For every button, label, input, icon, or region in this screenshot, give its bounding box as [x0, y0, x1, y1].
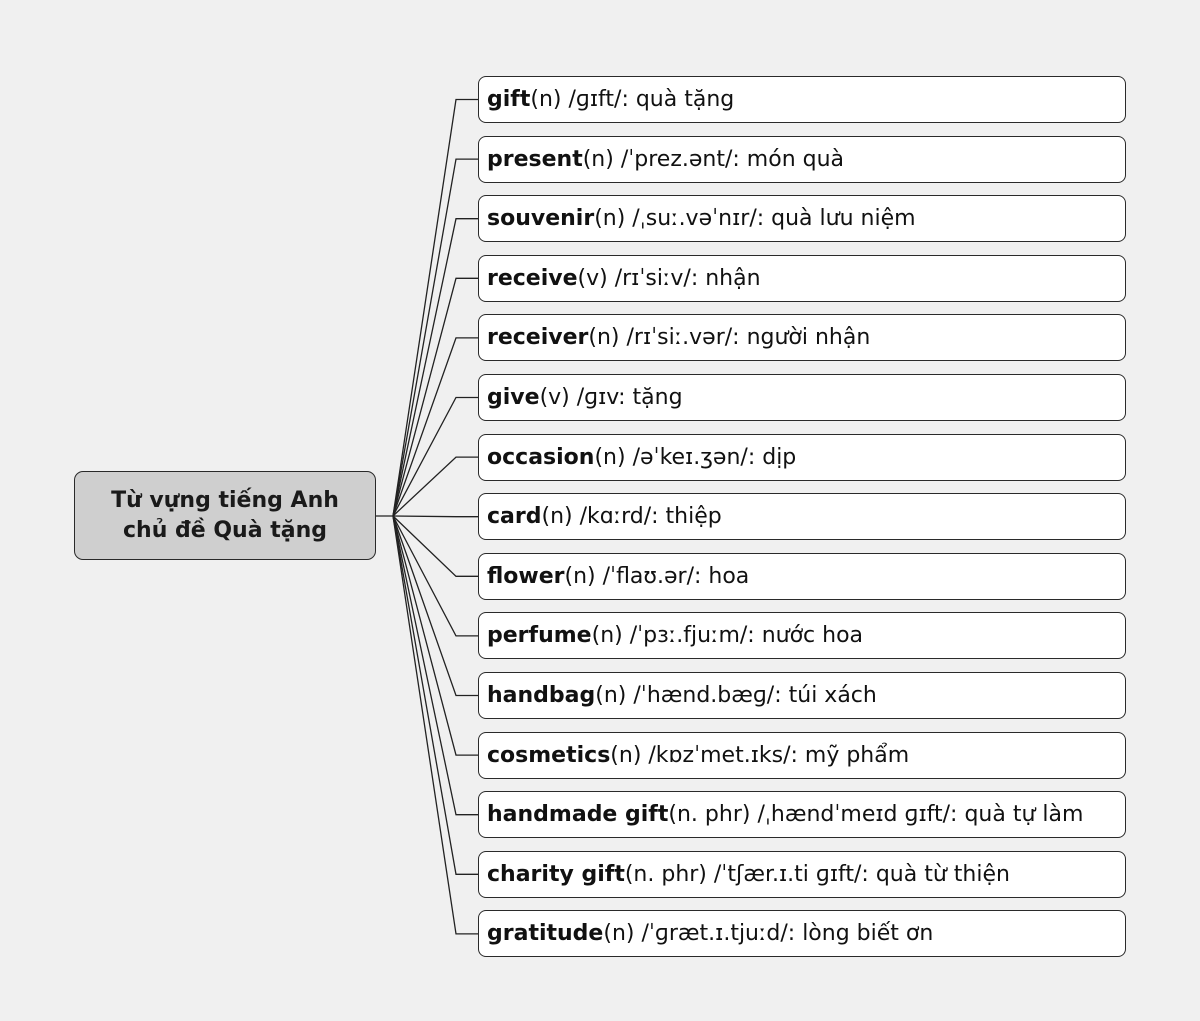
- vocab-word: flower: [487, 563, 565, 589]
- vocab-entry: [478, 255, 1126, 302]
- root-topic-node: [74, 471, 376, 560]
- vocab-entry: [478, 195, 1126, 242]
- vocab-entry: [478, 791, 1126, 838]
- vocab-entry: [478, 434, 1126, 481]
- connector-line: [393, 516, 478, 576]
- vocab-word: receive: [487, 265, 578, 291]
- vocab-word: present: [487, 146, 583, 172]
- vocab-entry: [478, 136, 1126, 183]
- vocab-word: handmade gift: [487, 802, 669, 828]
- vocab-definition: (n) /ˈpɜː.fjuːm/: nước hoa: [591, 623, 864, 649]
- vocab-definition: (n) /ˈflaʊ.ər/: hoa: [564, 563, 750, 589]
- vocab-word: gift: [487, 87, 531, 112]
- root-topic-line-2: chủ đề Quà tặng: [123, 517, 327, 543]
- vocab-definition: (n) /kɑːrd/: thiệp: [541, 504, 722, 530]
- vocab-word: charity gift: [487, 861, 625, 887]
- vocab-entry: [478, 732, 1126, 779]
- vocab-definition: (n) /kɒzˈmet.ɪks/: mỹ phẩm: [610, 742, 910, 768]
- vocab-definition: (v) /rɪˈsiːv/: nhận: [577, 265, 761, 291]
- vocab-definition: (n) /ˈhænd.bæɡ/: túi xách: [595, 683, 877, 708]
- vocab-word: give: [487, 385, 540, 410]
- vocab-word: receiver: [487, 325, 589, 351]
- vocab-definition: (n. phr) /ˌhændˈmeɪd ɡɪft/: quà tự làm: [668, 802, 1084, 828]
- vocab-definition: (n) /əˈkeɪ.ʒən/: dịp: [594, 444, 797, 470]
- vocab-definition: (n) /ˈɡræt.ɪ.tjuːd/: lòng biết ơn: [603, 921, 934, 947]
- vocab-definition: (v) /ɡɪv: tặng: [539, 385, 683, 410]
- connector-line: [393, 516, 478, 696]
- vocab-entry: [478, 314, 1126, 361]
- vocab-entry: [478, 553, 1126, 600]
- root-topic-line-1: Từ vựng tiếng Anh: [111, 487, 339, 513]
- vocab-word: occasion: [487, 444, 595, 470]
- vocab-word: handbag: [487, 683, 596, 708]
- vocab-entry: [478, 493, 1126, 540]
- vocab-definition: (n) /rɪˈsiː.vər/: người nhận: [588, 325, 871, 351]
- vocab-word: cosmetics: [487, 742, 611, 768]
- vocab-entry: [478, 76, 1126, 123]
- vocab-definition: (n) /ɡɪft/: quà tặng: [530, 87, 735, 112]
- vocab-word: perfume: [487, 623, 592, 649]
- vocab-definition: (n. phr) /ˈtʃær.ɪ.ti ɡɪft/: quà từ thiện: [624, 861, 1010, 887]
- vocab-definition: (n) /ˈprez.ənt/: món quà: [582, 146, 845, 172]
- vocab-entry: [478, 612, 1126, 659]
- vocab-entry: [478, 374, 1126, 421]
- connector-line: [393, 219, 478, 516]
- vocab-word: souvenir: [487, 206, 595, 232]
- connector-line: [393, 338, 478, 516]
- connector-line: [393, 516, 478, 815]
- connector-line: [393, 516, 478, 517]
- vocab-entry: [478, 910, 1126, 957]
- vocab-word: gratitude: [487, 921, 604, 947]
- vocab-word: card: [487, 504, 542, 530]
- vocab-entry: [478, 851, 1126, 898]
- vocab-entry: [478, 672, 1126, 719]
- vocab-definition: (n) /ˌsuː.vəˈnɪr/: quà lưu niệm: [594, 206, 916, 232]
